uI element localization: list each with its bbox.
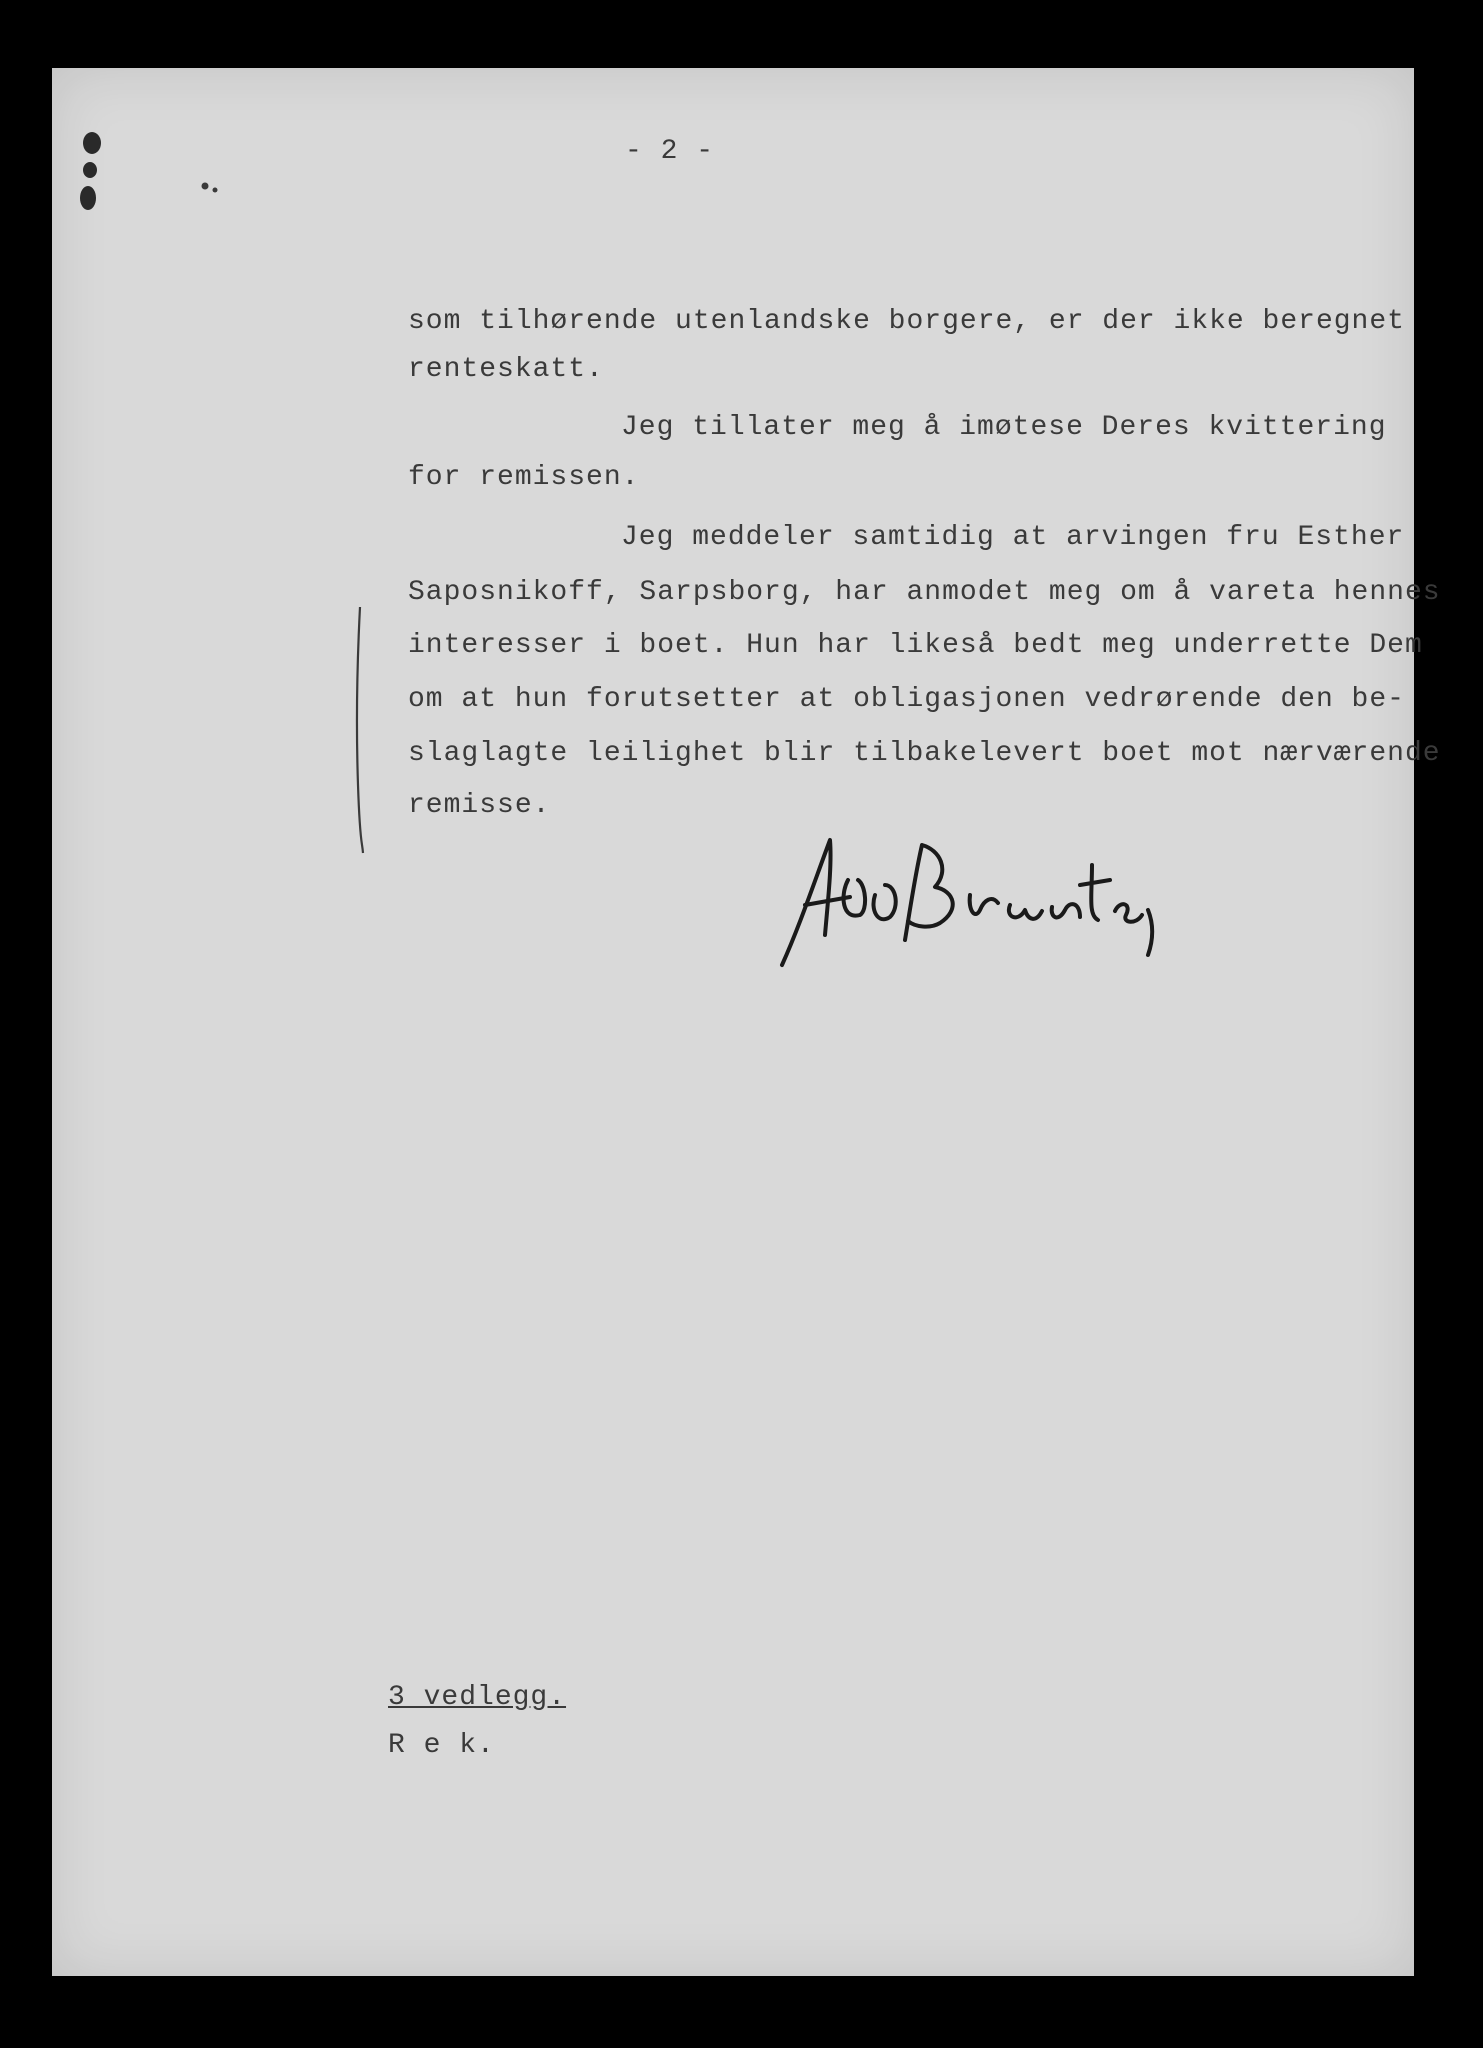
body-line: Saposnikoff, Sarpsborg, har anmodet meg om å vareta hennes xyxy=(408,577,1441,608)
body-line: slaglagte leilighet blir tilbakelevert boet mot nærværende xyxy=(408,738,1441,769)
body-line: interesser i boet. Hun har likeså bedt meg underrette Dem xyxy=(408,630,1423,661)
registered-mail-note: R e k. xyxy=(388,1730,495,1761)
body-line: for remissen. xyxy=(408,462,640,493)
punch-hole-marks xyxy=(70,128,240,223)
handwritten-signature xyxy=(770,825,1170,975)
body-line: remisse. xyxy=(408,790,551,821)
body-line: om at hun forutsetter at obligasjonen vedrørende den be- xyxy=(408,684,1405,715)
enclosures-note: 3 vedlegg. xyxy=(388,1682,567,1713)
page-number: - 2 - xyxy=(625,136,715,167)
body-line: renteskatt. xyxy=(408,354,604,385)
document-page xyxy=(52,68,1414,1976)
body-line: som tilhørende utenlandske borgere, er der ikke beregnet xyxy=(408,306,1405,337)
body-line: Jeg meddeler samtidig at arvingen fru Esther xyxy=(621,522,1405,553)
body-line: Jeg tillater meg å imøtese Deres kvittering xyxy=(621,412,1387,443)
margin-bracket-line xyxy=(350,605,370,855)
